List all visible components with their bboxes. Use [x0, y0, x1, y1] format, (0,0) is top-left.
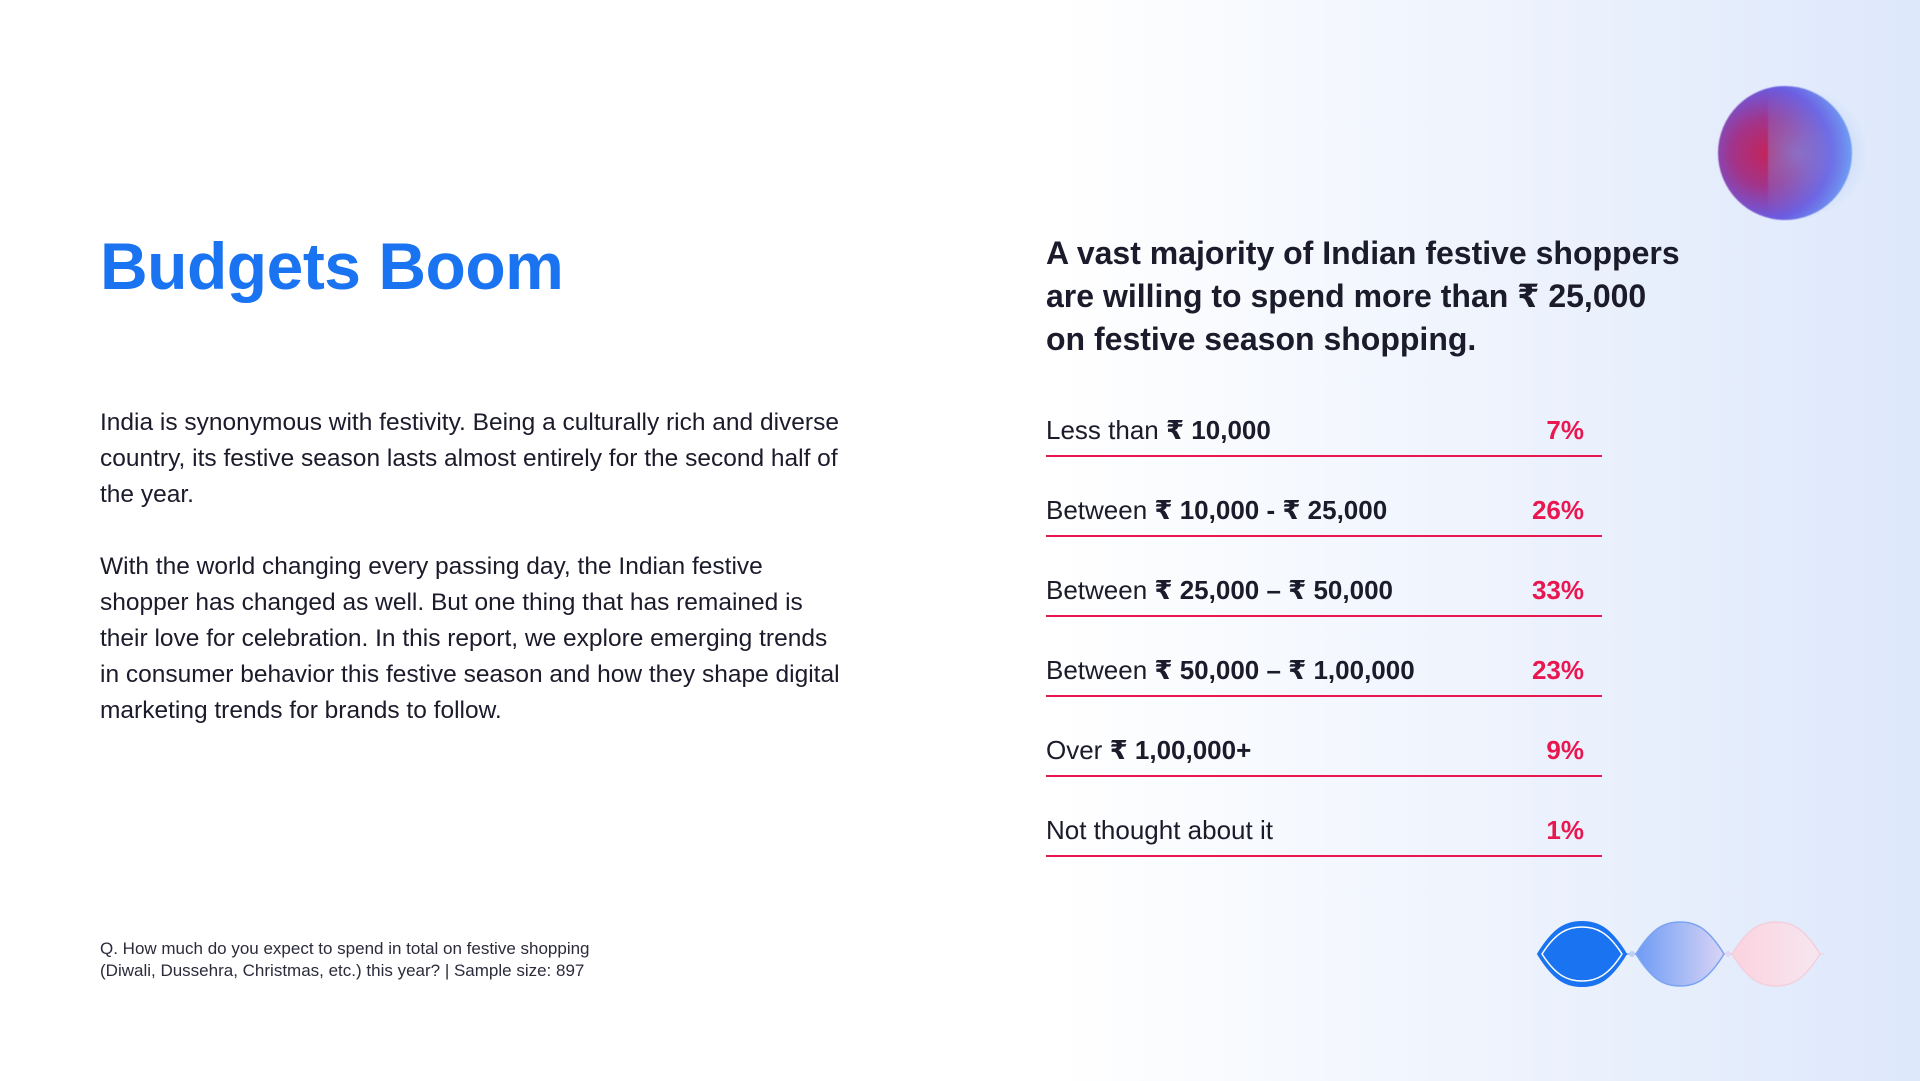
spend-range-list [1046, 405, 1602, 885]
spend-row-2 [1046, 485, 1602, 565]
spend-row-label: Between ₹ 25,000 – ₹ 50,000 [1046, 575, 1393, 605]
spend-row-label: Between ₹ 50,000 – ₹ 1,00,000 [1046, 655, 1415, 685]
spend-row-4 [1046, 645, 1602, 725]
spend-row-label: Not thought about it [1046, 815, 1273, 845]
row-divider [1046, 695, 1602, 697]
intro-paragraph-2: With the world changing every passing day, the Indian festive shopper has changed as well. But one thing that has remained is their love for celebration. In this report, we explore emerging trends in consumer behavior this festive season and how they shape digital marketing trends for brands to follow. [100, 553, 840, 724]
headline-line-3: on festive season shopping. [1046, 321, 1477, 357]
headline-line-1: A vast majority of Indian festive shoppers [1046, 235, 1680, 271]
headline [1046, 232, 1706, 361]
spend-row-percent: 26% [1531, 495, 1584, 525]
diamond-chain-icon [1536, 918, 1826, 990]
spend-row-percent: 23% [1531, 655, 1584, 685]
spend-row-percent: 9% [1546, 735, 1584, 765]
spend-row-label: Between ₹ 10,000 - ₹ 25,000 [1046, 495, 1388, 525]
survey-footnote [100, 938, 720, 982]
spend-row-1 [1046, 405, 1602, 485]
page-title: Budgets Boom [100, 229, 564, 303]
gradient-orb-icon [1718, 86, 1852, 220]
row-divider [1046, 455, 1602, 457]
spend-row-5 [1046, 725, 1602, 805]
spend-row-label: Over ₹ 1,00,000+ [1046, 735, 1252, 765]
spend-row-6 [1046, 805, 1602, 885]
headline-line-2: are willing to spend more than ₹ 25,000 [1046, 278, 1647, 314]
row-divider [1046, 855, 1602, 857]
spend-row-3 [1046, 565, 1602, 645]
footnote-line-1: Q. How much do you expect to spend in total on festive shopping [100, 939, 590, 958]
spend-row-percent: 33% [1531, 575, 1584, 605]
intro-paragraph-1: India is synonymous with festivity. Being a culturally rich and diverse country, its festive season lasts almost entirely for the second half of the year. [100, 409, 839, 508]
spend-row-percent: 1% [1546, 815, 1584, 845]
intro-text [100, 405, 840, 765]
spend-row-label: Less than ₹ 10,000 [1046, 415, 1271, 445]
row-divider [1046, 535, 1602, 537]
spend-row-percent: 7% [1546, 415, 1584, 445]
row-divider [1046, 775, 1602, 777]
footnote-line-2: (Diwali, Dussehra, Christmas, etc.) this year? | Sample size: 897 [100, 961, 585, 980]
row-divider [1046, 615, 1602, 617]
